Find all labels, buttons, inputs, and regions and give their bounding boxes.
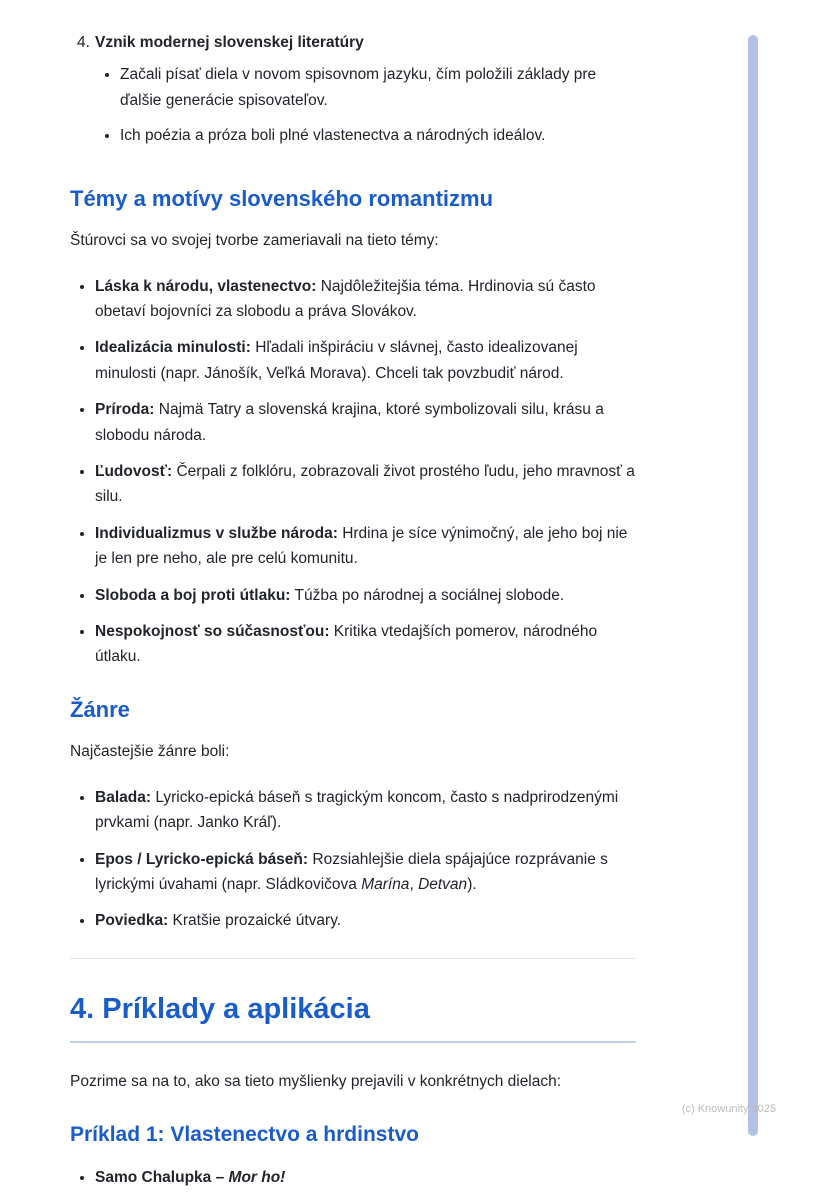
genres-list (70, 785, 636, 934)
item-text: Lyricko-epická báseň s tragickým koncom, často s nadprirodzenými prvkami (napr. Janko Kráľ). (95, 788, 619, 832)
item-text: Túžba po národnej a sociálnej slobode. (294, 586, 565, 604)
item-text: Najdôležitejšia téma. Hrdinovia sú často obetaví bojovníci za slobodu a práva Slovákov. (95, 277, 596, 320)
document-content (70, 30, 636, 1202)
item-label: Epos / Lyricko-epická báseň: (95, 850, 309, 868)
section-heading-genres: Žánre (70, 696, 130, 722)
list-item (95, 397, 636, 448)
list-item (95, 583, 636, 608)
list-item: • Ich poézia a próza boli plné vlastenectva a národných ideálov. (120, 123, 636, 148)
item-label: Príroda: (95, 401, 155, 419)
item-label: Idealizácia minulosti: (95, 339, 251, 357)
list-item (95, 908, 636, 933)
example1-list (70, 1165, 636, 1190)
item-text: Kratšie prozaické útvary. (172, 912, 342, 930)
list-item (95, 847, 636, 898)
page-heading-examples: 4. Príklady a aplikácia (70, 992, 636, 1043)
item-text: , (409, 875, 419, 893)
scrollbar-thumb[interactable] (748, 35, 758, 1136)
item-text: Hrdina je síce výnimočný, ale jeho boj nie je len pre neho, ale pre celú komunitu. (95, 524, 628, 568)
work-title: Detvan (418, 875, 468, 893)
themes-lead-paragraph: Štúrovci sa vo svojej tvorbe zameriavali na tieto témy: (70, 232, 439, 250)
list-item (95, 1165, 636, 1190)
item-label: Nespokojnosť so súčasnosťou: (95, 623, 330, 640)
watermark: (c) Knowunity 2025 (681, 1103, 776, 1115)
list-item: • Začali písať diela v novom spisovnom jazyku, čím položili základy pre ďalšie generácie spisovateľov. (120, 62, 636, 113)
item-text: Kritika vtedajších pomerov, národného útlaku. (95, 623, 598, 666)
item-text: Najmä Tatry a slovenská krajina, ktoré symbolizovali silu, krásu a slobodu národa. (95, 401, 604, 444)
numbered-list-item (70, 30, 636, 159)
genres-lead-paragraph: Najčastejšie žánre boli: (70, 743, 230, 761)
list-item (95, 521, 636, 572)
list-item (95, 274, 636, 325)
item-label: Láska k národu, vlastenectvo: (95, 277, 317, 295)
subsection-heading-example1: Príklad 1: Vlastenectvo a hrdinstvo (70, 1122, 419, 1146)
numbered-item-body (95, 30, 636, 159)
list-number: 4. (77, 34, 90, 51)
item-author: Samo Chalupka – (95, 1169, 225, 1187)
item-label: Ľudovosť: (95, 462, 173, 480)
item-label: Individualizmus v službe národa: (95, 524, 338, 542)
item-text: Hľadali inšpiráciu v slávnej, často idealizovanej minulosti (napr. Jánošík, Veľká Morava). Chceli tak povzbudiť národ. (95, 339, 578, 382)
section-divider (70, 958, 636, 959)
themes-list (70, 274, 636, 670)
numbered-item-title (95, 30, 636, 55)
work-title: Marína (361, 875, 410, 893)
item-label: Sloboda a boj proti útlaku: (95, 586, 291, 604)
item-text: Čerpali z folklóru, zobrazovali život prostého ľudu, jeho mravnosť a silu. (95, 462, 635, 506)
numbered-item-title-text: Vznik modernej slovenskej literatúry (95, 34, 364, 51)
list-item (95, 619, 636, 670)
section-heading-themes: Témy a motívy slovenského romantizmu (70, 185, 494, 211)
list-item (95, 785, 636, 836)
list-item (95, 335, 636, 386)
item-text: ). (467, 875, 477, 893)
numbered-item-sublist (95, 62, 636, 148)
examples-lead-paragraph: Pozrime sa na to, ako sa tieto myšlienky prejavili v konkrétnych dielach: (70, 1072, 562, 1090)
item-label: Poviedka: (95, 912, 169, 930)
item-label: Balada: (95, 788, 151, 806)
item-text: Rozsiahlejšie diela spájajúce rozprávanie s lyrickými úvahami (napr. Sládkovičova (95, 850, 608, 893)
list-item (95, 459, 636, 510)
work-title: Mor ho! (228, 1169, 286, 1187)
